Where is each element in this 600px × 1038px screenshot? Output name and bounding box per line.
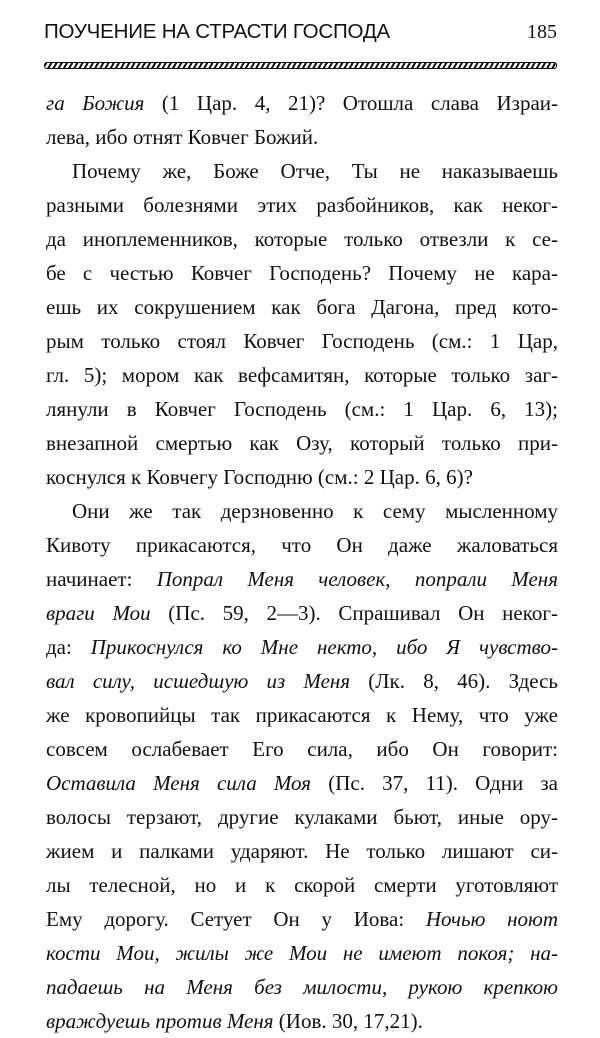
italic-quote: Оставила Меня сила Моя	[46, 771, 312, 795]
italic-quote: Попрал Меня человек, попрали Меня	[156, 567, 558, 591]
text-segment: лева, ибо отнят Ковчег Божий.	[46, 125, 319, 149]
text-line	[46, 120, 558, 154]
text-line	[46, 188, 558, 222]
decorative-rope-rule	[44, 62, 557, 69]
text-segment: (Пс. 37, 11). Одни за	[311, 771, 558, 795]
text-segment: совсем ослабевает Его сила, ибо Он говорит:	[46, 737, 558, 761]
text-segment: Они же так дерзновенно к сему мысленному	[72, 499, 558, 523]
text-segment: рым только стоял Ковчег Господень (см.: 1 Цар,	[46, 329, 558, 353]
text-segment: гл. 5); мором как вефсамитян, которые только заг-	[46, 363, 558, 387]
text-segment: (1 Цар. 4, 21)? Отошла слава Израи-	[144, 91, 558, 115]
text-line	[46, 732, 558, 766]
text-line	[46, 222, 558, 256]
running-header	[44, 20, 557, 50]
text-segment: волосы терзают, другие кулаками бьют, иные ору-	[46, 805, 558, 829]
text-line	[46, 460, 558, 494]
italic-quote: Ночью ноют	[425, 907, 558, 931]
text-segment: бе с честью Ковчег Господень? Почему не кара-	[46, 261, 558, 285]
text-segment: разными болезнями этих разбойников, как неког-	[46, 193, 558, 217]
text-segment: ешь их сокрушением как бога Дагона, пред кото-	[46, 295, 558, 319]
text-segment: лянули в Ковчег Господень (см.: 1 Цар. 6, 13);	[46, 397, 558, 421]
italic-quote: кости Мои, жилы же Мои не имеют покоя; на-	[46, 941, 558, 965]
text-segment: (Пс. 59, 2—3). Спрашивал Он неког-	[150, 601, 558, 625]
text-line	[46, 358, 558, 392]
text-line	[46, 698, 558, 732]
text-segment: же кровопийцы так прикасаются к Нему, что уже	[46, 703, 558, 727]
text-line	[46, 1004, 558, 1038]
text-line	[46, 324, 558, 358]
text-line	[46, 834, 558, 868]
italic-quote: вал силу, исшедшую из Меня	[46, 669, 351, 693]
text-segment: Кивоту прикасаются, что Он даже жаловаться	[46, 533, 558, 557]
page-body-text	[46, 86, 558, 1038]
text-segment: Почему же, Боже Отче, Ты не наказываешь	[72, 159, 558, 183]
text-line	[46, 494, 558, 528]
italic-quote: падаешь на Меня без милости, рукою крепкою	[46, 975, 558, 999]
text-line	[46, 290, 558, 324]
italic-quote: враги Мои	[46, 601, 151, 625]
text-segment: коснулся к Ковчегу Господню (см.: 2 Цар. 6, 6)?	[46, 465, 473, 489]
text-line	[46, 800, 558, 834]
text-line	[46, 86, 558, 120]
text-line	[46, 630, 558, 664]
page-number: 185	[527, 21, 557, 43]
text-line	[46, 868, 558, 902]
text-segment: Ему дорогу. Сетует Он у Иова:	[46, 907, 426, 931]
text-line	[46, 664, 558, 698]
text-line	[46, 970, 558, 1004]
text-segment: лы телесной, но и к скорой смерти уготовляют	[46, 873, 558, 897]
italic-quote: га Божия	[46, 91, 145, 115]
text-line	[46, 392, 558, 426]
text-line	[46, 902, 558, 936]
text-line	[46, 936, 558, 970]
text-segment: внезапной смертью как Озу, который только при-	[46, 431, 558, 455]
text-line	[46, 562, 558, 596]
italic-quote: Прикоснулся ко Мне некто, ибо Я чувство-	[90, 635, 559, 659]
italic-quote: враждуешь против Меня	[46, 1009, 274, 1033]
text-line	[46, 596, 558, 630]
text-line	[46, 154, 558, 188]
text-segment: (Лк. 8, 46). Здесь	[350, 669, 558, 693]
text-segment: да:	[46, 635, 91, 659]
text-line	[46, 766, 558, 800]
text-line	[46, 256, 558, 290]
text-line	[46, 426, 558, 460]
text-segment: да иноплеменников, которые только отвезли к се-	[46, 227, 558, 251]
text-segment: жием и палками ударяют. Не только лишают си-	[46, 839, 558, 863]
text-segment: начинает:	[46, 567, 157, 591]
text-line	[46, 528, 558, 562]
text-segment: (Иов. 30, 17,21).	[273, 1009, 423, 1033]
running-header-title: ПОУЧЕНИЕ НА СТРАСТИ ГОСПОДА	[44, 20, 391, 43]
